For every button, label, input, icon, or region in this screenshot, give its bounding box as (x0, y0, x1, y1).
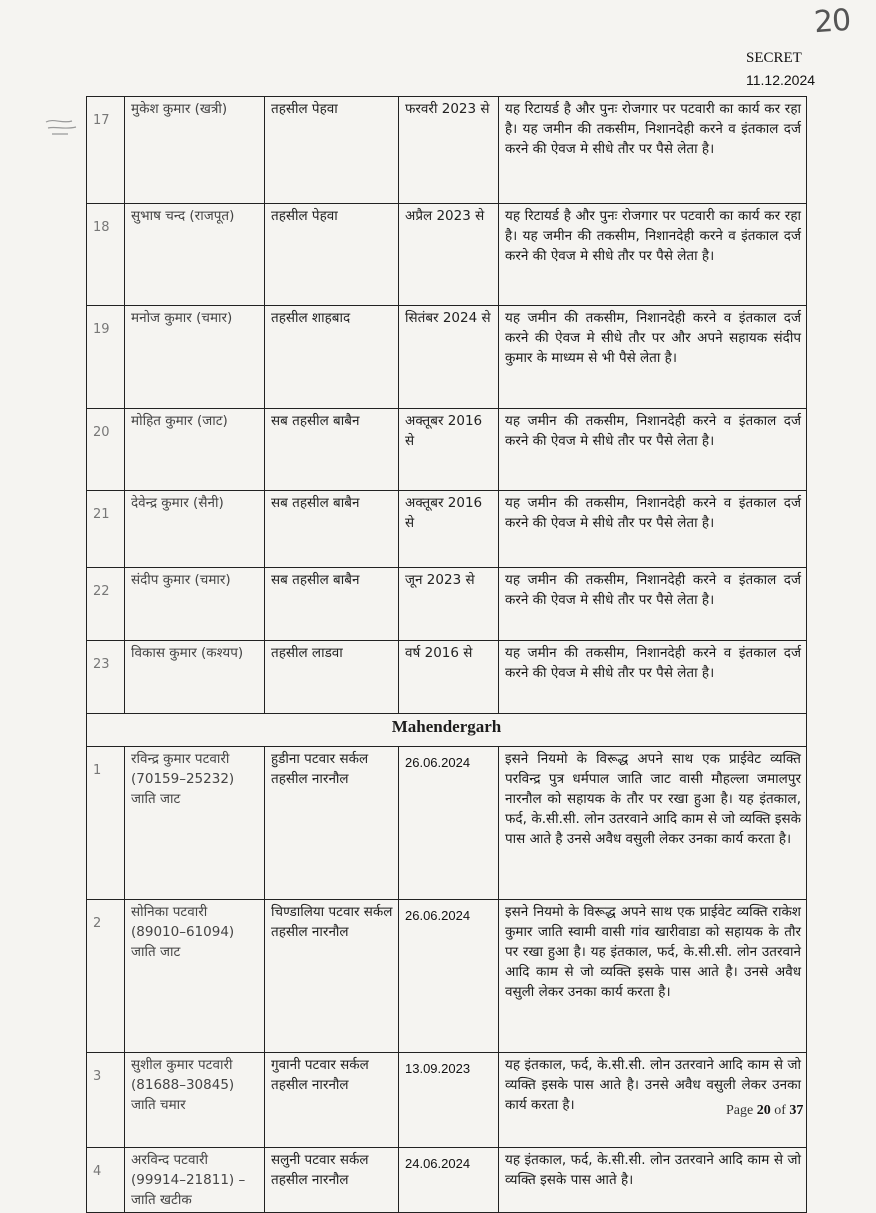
table-row (87, 1148, 807, 1213)
serial-number: 19 (87, 306, 125, 409)
posting-place: सब तहसील बाबैन (265, 491, 399, 568)
table-row (87, 306, 807, 409)
posting-date: सितंबर 2024 से (399, 306, 499, 409)
posting-date: अक्तूबर 2016 से (399, 491, 499, 568)
table-row (87, 568, 807, 641)
posting-place: तहसील पेहवा (265, 204, 399, 306)
remarks: यह जमीन की तकसीम, निशानदेही करने व इंतकाल दर्ज करने की ऐवज मे सीधे तौर पर पैसे लेता है। (499, 409, 807, 491)
document-date: 11.12.2024 (746, 72, 816, 88)
posting-date: 26.06.2024 (399, 747, 499, 900)
posting-date: अक्तूबर 2016 से (399, 409, 499, 491)
posting-place: सलुनी पटवार सर्कल तहसील नारनौल (265, 1148, 399, 1213)
footer-page-number: 20 (756, 1103, 771, 1118)
person-name: मनोज कुमार (चमार) (125, 306, 265, 409)
remarks: यह इंतकाल, फर्द, के.सी.सी. लोन उतरवाने आदि काम से जो व्यक्ति इसके पास आते है। (499, 1148, 807, 1213)
classification-label: SECRET (746, 50, 802, 66)
posting-date: 26.06.2024 (399, 900, 499, 1053)
table-row (87, 97, 807, 204)
person-name: विकास कुमार (कश्यप) (125, 641, 265, 714)
records-table-container (86, 96, 806, 1213)
serial-number: 23 (87, 641, 125, 714)
posting-place: तहसील लाडवा (265, 641, 399, 714)
posting-date: वर्ष 2016 से (399, 641, 499, 714)
table-row (87, 409, 807, 491)
remarks: यह जमीन की तकसीम, निशानदेही करने व इंतकाल दर्ज करने की ऐवज मे सीधे तौर पर और अपने सहायक संदीप कुमार के माध्यम से भी पैसे लेता है। (499, 306, 807, 409)
remarks: यह जमीन की तकसीम, निशानदेही करने व इंतकाल दर्ज करने की ऐवज मे सीधे तौर पर पैसे लेता है। (499, 568, 807, 641)
margin-scribble (42, 112, 82, 142)
serial-number: 22 (87, 568, 125, 641)
table-row (87, 641, 807, 714)
posting-place: तहसील पेहवा (265, 97, 399, 204)
remarks: यह जमीन की तकसीम, निशानदेही करने व इंतकाल दर्ज करने की ऐवज मे सीधे तौर पर पैसे लेता है। (499, 491, 807, 568)
posting-place: चिण्डालिया पटवार सर्कल तहसील नारनौल (265, 900, 399, 1053)
posting-place: गुवानी पटवार सर्कल तहसील नारनौल (265, 1053, 399, 1148)
page-footer (726, 1103, 803, 1119)
posting-date: अप्रैल 2023 से (399, 204, 499, 306)
section-header-row (87, 714, 807, 747)
section-title: Mahendergarh (87, 714, 807, 747)
serial-number: 21 (87, 491, 125, 568)
person-name: मोहित कुमार (जाट) (125, 409, 265, 491)
handwritten-page-number: 20 (812, 2, 852, 41)
remarks: इसने नियमो के विरूद्ध अपने साथ एक प्राईवेट व्यक्ति राकेश कुमार जाति स्वामी वासी गांव खारीवाडा को सहायक के तौर पर रखा हुआ है। यह इंतकाल, फर्द, के.सी.सी. लोन उतरवाने आदि काम से जो व्यक्ति इसके पास आते है। उनसे अवैध वसुली लेकर उनका कार्य करता है। (499, 900, 807, 1053)
serial-number: 3 (87, 1053, 125, 1148)
posting-place: सब तहसील बाबैन (265, 409, 399, 491)
posting-place: सब तहसील बाबैन (265, 568, 399, 641)
person-name: मुकेश कुमार (खत्री) (125, 97, 265, 204)
posting-date: 13.09.2023 (399, 1053, 499, 1148)
remarks: यह रिटायर्ड है और पुनः रोजगार पर पटवारी का कार्य कर रहा है। यह जमीन की तकसीम, निशानदेही करने व इंतकाल दर्ज करने की ऐवज मे सीधे तौर पर पैसे लेता है। (499, 204, 807, 306)
person-name: रविन्द्र कुमार पटवारी (70159–25232) जाति जाट (125, 747, 265, 900)
records-table (86, 96, 807, 1213)
table-row (87, 747, 807, 900)
remarks: यह इंतकाल, फर्द, के.सी.सी. लोन उतरवाने आदि काम से जो व्यक्ति इसके पास आते है। उनसे अवैध वसुली लेकर उनका कार्य करता है। (499, 1053, 807, 1148)
serial-number: 17 (87, 97, 125, 204)
footer-prefix: Page (726, 1103, 757, 1118)
footer-total-pages: 37 (789, 1103, 804, 1118)
person-name: सोनिका पटवारी (89010–61094) जाति जाट (125, 900, 265, 1053)
remarks: यह जमीन की तकसीम, निशानदेही करने व इंतकाल दर्ज करने की ऐवज मे सीधे तौर पर पैसे लेता है। (499, 641, 807, 714)
table-row (87, 900, 807, 1053)
posting-date: फरवरी 2023 से (399, 97, 499, 204)
person-name: सुशील कुमार पटवारी (81688–30845) जाति चमार (125, 1053, 265, 1148)
serial-number: 18 (87, 204, 125, 306)
posting-date: 24.06.2024 (399, 1148, 499, 1213)
remarks: इसने नियमो के विरूद्ध अपने साथ एक प्राईवेट व्यक्ति परविन्द्र पुत्र धर्मपाल जाति जाट वासी मौहल्ला जमालपुर नारनौल को सहायक के तौर पर रखा हुआ है। यह इंतकाल, फर्द, के.सी.सी. लोन उतरवाने आदि काम से जो व्यक्ति इसके पास आते है उनसे अवैध वसुली लेकर उनका कार्य करता है। (499, 747, 807, 900)
footer-of: of (770, 1103, 790, 1118)
person-name: सुभाष चन्द (राजपूत) (125, 204, 265, 306)
person-name: संदीप कुमार (चमार) (125, 568, 265, 641)
serial-number: 2 (87, 900, 125, 1053)
posting-place: हुडीना पटवार सर्कल तहसील नारनौल (265, 747, 399, 900)
table-row (87, 491, 807, 568)
remarks: यह रिटायर्ड है और पुनः रोजगार पर पटवारी का कार्य कर रहा है। यह जमीन की तकसीम, निशानदेही करने व इंतकाल दर्ज करने की ऐवज मे सीधे तौर पर पैसे लेता है। (499, 97, 807, 204)
table-row (87, 1053, 807, 1148)
serial-number: 20 (87, 409, 125, 491)
table-row (87, 204, 807, 306)
person-name: देवेन्द्र कुमार (सैनी) (125, 491, 265, 568)
serial-number: 1 (87, 747, 125, 900)
person-name: अरविन्द पटवारी (99914–21811) – जाति खटीक (125, 1148, 265, 1213)
posting-date: जून 2023 से (399, 568, 499, 641)
serial-number: 4 (87, 1148, 125, 1213)
posting-place: तहसील शाहबाद (265, 306, 399, 409)
